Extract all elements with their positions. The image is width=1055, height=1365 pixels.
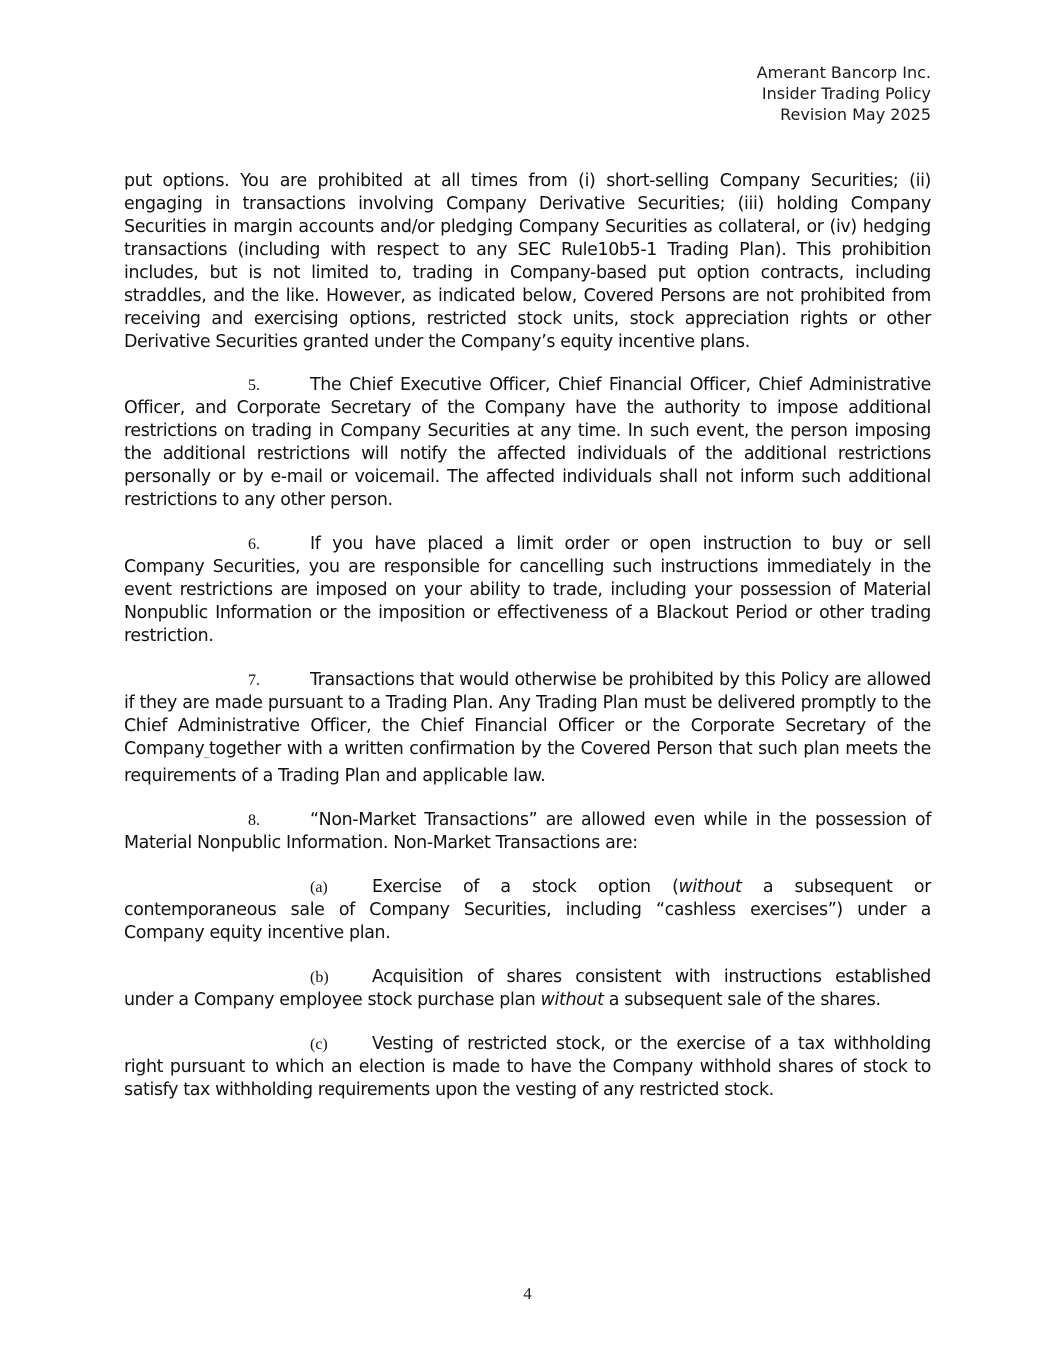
paragraph-text-continued: together with a written confirmation by the Covered Person that such plan meets the requirements of a Trading Plan and applicable law. — [124, 739, 931, 786]
paragraph-number: 7. — [248, 672, 260, 689]
paragraph-7 — [124, 669, 931, 788]
paragraph-6 — [124, 533, 931, 648]
paragraph-text: Vesting of restricted stock, or the exercise of a tax withholding right pursuant to which an election is made to have the Company withhold shares of stock to satisfy tax withholding requirements upon the vesting of any restricted stock. — [124, 1034, 931, 1100]
paragraph-number: 6. — [248, 536, 260, 553]
subparagraph-letter: (b) — [310, 969, 329, 986]
paragraph-text: Exercise of a stock option ( — [372, 877, 679, 897]
paragraph-text: If you have placed a limit order or open instruction to buy or sell Company Securities, you are responsible for cancelling such instructions immediately in the event restrictions are imposed on your ability to trade, including your possession of Material Nonpublic Information or the imposition or effectiveness of a Blackout Period or other trading restriction. — [124, 534, 931, 646]
header-company-name: Amerant Bancorp Inc. — [756, 63, 931, 82]
header-revision: Revision May 2025 — [780, 105, 931, 124]
paragraph-text: The Chief Executive Officer, Chief Financial Officer, Chief Administrative Officer, and Corporate Secretary of the Company have the authority to impose additional restrictions on trading in Company Securities at any time. In such event, the person imposing the additional restrictions will notify the affected individuals of the additional restrictions personally or by e-mail or voicemail. The affected individuals shall not inform such additional restrictions to any other person. — [124, 375, 931, 510]
subparagraph-a — [124, 876, 931, 945]
header-policy-title: Insider Trading Policy — [761, 84, 931, 103]
page-number: 4 — [523, 1284, 532, 1303]
edit-mark: _ — [204, 748, 209, 759]
document-body — [124, 170, 931, 1123]
italic-emphasis: without — [678, 877, 742, 897]
italic-emphasis: without — [540, 990, 604, 1010]
subparagraph-letter: (c) — [310, 1036, 328, 1053]
paragraph-number: 8. — [248, 812, 260, 829]
paragraph-text: put options. You are prohibited at all times from (i) short-selling Company Securities; (ii) engaging in transactions involving Company Derivative Securities; (iii) holding Company Securities in margin accounts and/or pledging Company Securities as collateral, or (iv) hedging transactions (including with respect to any SEC Rule10b5-1 Trading Plan). This prohibition includes, but is not limited to, trading in Company-based put option contracts, including straddles, and the like. However, as indicated below, Covered Persons are not prohibited from receiving and exercising options, restricted stock units, stock appreciation rights or other Derivative Securities granted under the Company’s equity incentive plans. — [124, 171, 931, 352]
paragraph-text: “Non-Market Transactions” are allowed even while in the possession of Material Nonpublic Information. Non-Market Transactions are: — [124, 810, 931, 853]
paragraph-number: 5. — [248, 377, 260, 394]
subparagraph-b — [124, 966, 931, 1012]
document-header — [757, 62, 931, 125]
paragraph-text-continued: a subsequent or contemporaneous sale of Company Securities, including “cashless exercises”) under a Company equity incentive plan. — [124, 877, 931, 943]
paragraph-text-continued: a subsequent sale of the shares. — [603, 990, 881, 1010]
subparagraph-c — [124, 1033, 931, 1102]
paragraph-5 — [124, 374, 931, 512]
paragraph-text: Acquisition of shares consistent with instructions established under a Company employee stock purchase plan — [124, 967, 931, 1010]
paragraph-text: Transactions that would otherwise be prohibited by this Policy are allowed if they are made pursuant to a Trading Plan. Any Trading Plan must be delivered promptly to the Chief Administrative Officer, the Chief Financial Officer or the Corporate Secretary of the Company — [124, 670, 931, 759]
paragraph-continuation — [124, 170, 931, 354]
subparagraph-letter: (a) — [310, 879, 328, 896]
paragraph-8 — [124, 809, 931, 855]
